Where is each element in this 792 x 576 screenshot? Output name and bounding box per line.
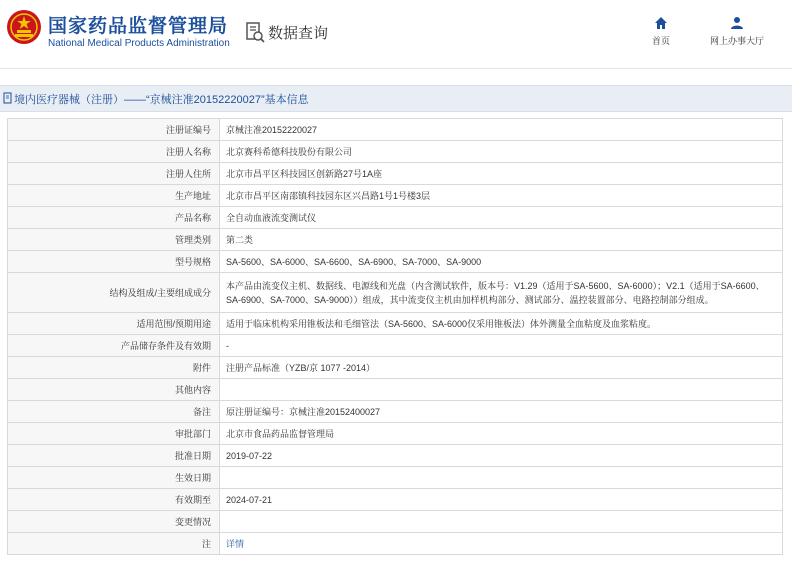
home-icon: [654, 16, 668, 30]
data-query-icon: [245, 22, 265, 44]
table-row: [8, 229, 783, 251]
table-row: [8, 467, 783, 489]
table-row: [8, 273, 783, 313]
field-value: 2024-07-21: [220, 489, 783, 511]
field-value: [220, 511, 783, 533]
table-row: [8, 141, 783, 163]
field-value: 适用于临床机构采用锥板法和毛细管法（SA-5600、SA-6000仅采用锥板法）体外测量全血粘度及血浆粘度。: [220, 313, 783, 335]
field-value: 北京市昌平区科技园区创新路27号1A座: [220, 163, 783, 185]
field-value: -: [220, 335, 783, 357]
field-value: 北京市食品药品监督管理局: [220, 423, 783, 445]
field-label: 生产地址: [8, 185, 220, 207]
field-value: 注册产品标准（YZB/京 1077 -2014）: [220, 357, 783, 379]
document-icon: [3, 92, 13, 104]
field-label: 生效日期: [8, 467, 220, 489]
field-label: 审批部门: [8, 423, 220, 445]
section-title: 数据查询: [268, 25, 329, 42]
field-label: 产品名称: [8, 207, 220, 229]
field-value: 全自动血液流变测试仪: [220, 207, 783, 229]
field-value: 本产品由流变仪主机、数据线、电源线和光盘（内含测试软件，版本号：V1.29（适用于SA-5600、SA-6000）；V2.1（适用于SA-6600、SA-6900、SA-7000、SA-9000））组成，其中流变仪主机由加样机构部分、测试部分、温控装置部分、电路控制部分组成。: [220, 273, 783, 313]
field-label: 注册人名称: [8, 141, 220, 163]
field-label: 附件: [8, 357, 220, 379]
table-row: [8, 163, 783, 185]
field-label: 型号规格: [8, 251, 220, 273]
registration-info-table: [7, 118, 783, 555]
field-value: SA-5600、SA-6000、SA-6600、SA-6900、SA-7000、SA-9000: [220, 251, 783, 273]
field-value: [220, 379, 783, 401]
field-value: 北京市昌平区南邵镇科技园东区兴昌路1号1号楼3层: [220, 185, 783, 207]
nav-home[interactable]: [652, 16, 670, 47]
field-label: 有效期至: [8, 489, 220, 511]
site-header: [0, 0, 792, 68]
table-row: [8, 207, 783, 229]
table-row: [8, 119, 783, 141]
table-row: [8, 185, 783, 207]
field-label: 批准日期: [8, 445, 220, 467]
table-row: [8, 489, 783, 511]
header-divider: [0, 68, 792, 69]
national-emblem-logo[interactable]: [6, 9, 42, 45]
table-row: [8, 423, 783, 445]
field-label: 注: [8, 533, 220, 555]
brand-name-en: National Medical Products Administration: [48, 38, 230, 49]
table-row: [8, 335, 783, 357]
table-row: [8, 313, 783, 335]
brand-name-cn[interactable]: 国家药品监督管理局: [48, 16, 229, 37]
record-title-bar: [0, 85, 792, 112]
table-row: [8, 357, 783, 379]
field-label: 适用范围/预期用途: [8, 313, 220, 335]
nav-online-hall-label: 网上办事大厅: [710, 36, 765, 46]
field-label: 变更情况: [8, 511, 220, 533]
field-label: 结构及组成/主要组成成分: [8, 273, 220, 313]
details-link[interactable]: 详情: [226, 538, 245, 549]
table-row: [8, 251, 783, 273]
field-label: 注册证编号: [8, 119, 220, 141]
table-row: [8, 533, 783, 555]
field-value: 京械注准20152220027: [220, 119, 783, 141]
field-value: [220, 533, 783, 555]
field-value: 第二类: [220, 229, 783, 251]
nav-home-label: 首页: [652, 36, 671, 46]
nav-online-hall[interactable]: [710, 16, 764, 47]
record-title: 境内医疗器械（注册）——“京械注准20152220027”基本信息: [14, 94, 309, 106]
field-value: [220, 467, 783, 489]
field-label: 管理类别: [8, 229, 220, 251]
table-row: [8, 445, 783, 467]
table-row: [8, 511, 783, 533]
field-value: 2019-07-22: [220, 445, 783, 467]
field-label: 其他内容: [8, 379, 220, 401]
table-row: [8, 379, 783, 401]
field-label: 注册人住所: [8, 163, 220, 185]
user-icon: [730, 16, 744, 30]
field-label: 备注: [8, 401, 220, 423]
table-row: [8, 401, 783, 423]
field-label: 产品储存条件及有效期: [8, 335, 220, 357]
field-value: 北京赛科希德科技股份有限公司: [220, 141, 783, 163]
field-value: 原注册证编号：京械注准20152400027: [220, 401, 783, 423]
